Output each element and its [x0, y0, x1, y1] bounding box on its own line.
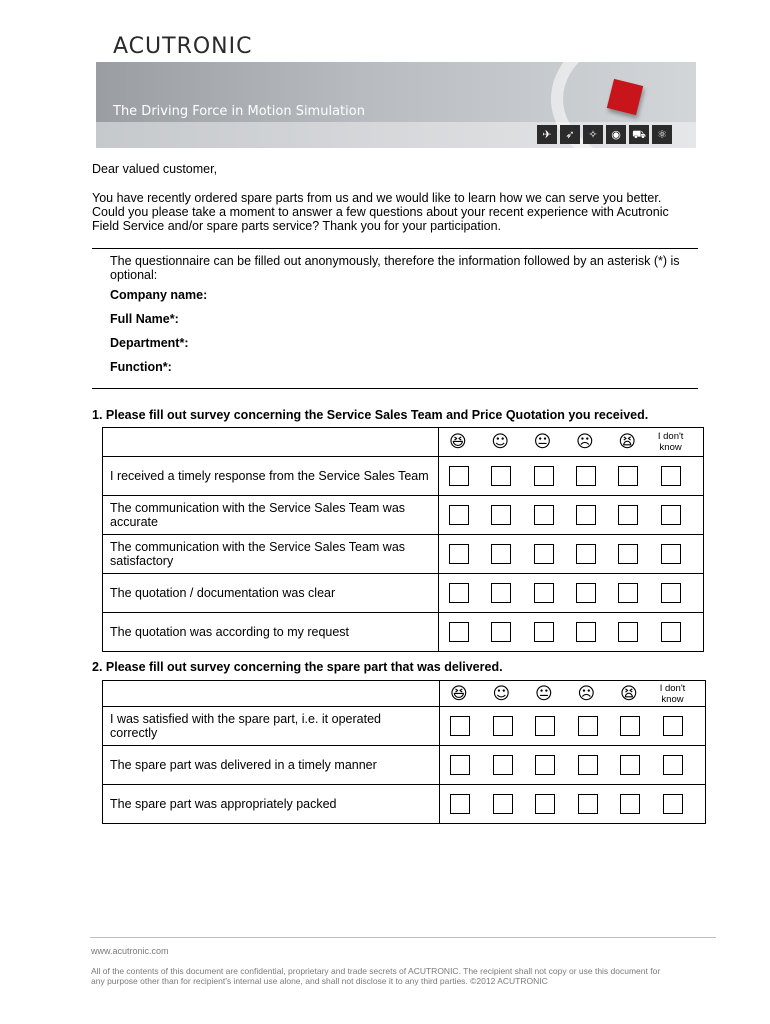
rating-checkbox[interactable] — [491, 622, 511, 642]
rating-checkbox[interactable] — [576, 505, 596, 525]
rating-checkbox[interactable] — [449, 622, 469, 642]
rating-checkbox[interactable] — [534, 505, 554, 525]
question-text: The spare part was appropriately packed — [103, 785, 440, 824]
question-text: The communication with the Service Sales Team was accurate — [103, 496, 439, 535]
very-happy-face-icon: 😆 — [450, 683, 468, 704]
footer-disclaimer-line-2: any purpose other than for recipient's internal use alone, and shall not disclose it to any third parties. ©2012 ACUTRONIC — [91, 976, 548, 986]
rating-checkbox[interactable] — [493, 755, 513, 775]
rating-checkbox[interactable] — [450, 716, 470, 736]
answer-options — [439, 457, 704, 496]
table-row — [103, 535, 704, 574]
dont-know-checkbox[interactable] — [663, 794, 683, 814]
question-text: The quotation was according to my request — [103, 613, 439, 652]
rating-checkbox[interactable] — [620, 794, 640, 814]
rating-checkbox[interactable] — [491, 466, 511, 486]
full-name-label: Full Name*: — [110, 312, 179, 326]
rating-checkbox[interactable] — [576, 544, 596, 564]
rating-checkbox[interactable] — [534, 583, 554, 603]
rating-checkbox[interactable] — [578, 794, 598, 814]
company-logo: ACUTRONIC — [113, 34, 253, 59]
rating-checkbox[interactable] — [450, 755, 470, 775]
answer-options — [439, 574, 704, 613]
dont-know-label: I don't know — [657, 431, 684, 453]
question-text: I received a timely response from the Service Sales Team — [103, 457, 439, 496]
footer-divider — [90, 937, 716, 938]
camera-icon: ◉ — [606, 125, 626, 144]
rating-checkbox[interactable] — [534, 466, 554, 486]
table-row — [103, 496, 704, 535]
very-sad-face-icon: 😫 — [620, 683, 638, 704]
rocket-icon: ➶ — [560, 125, 580, 144]
question-text: The quotation / documentation was clear — [103, 574, 439, 613]
table-row — [103, 457, 704, 496]
table-header-row — [103, 428, 704, 457]
rating-checkbox[interactable] — [535, 755, 555, 775]
rating-checkbox[interactable] — [618, 466, 638, 486]
header-empty-cell — [103, 428, 439, 457]
dont-know-checkbox[interactable] — [661, 583, 681, 603]
rating-checkbox[interactable] — [535, 716, 555, 736]
anonymous-note-line-2: optional: — [110, 268, 158, 282]
dont-know-checkbox[interactable] — [661, 505, 681, 525]
rating-checkbox[interactable] — [450, 794, 470, 814]
car-icon: ⛟ — [629, 125, 649, 144]
header-banner — [96, 62, 696, 148]
rating-checkbox[interactable] — [535, 794, 555, 814]
rating-checkbox[interactable] — [618, 622, 638, 642]
rating-checkbox[interactable] — [618, 544, 638, 564]
function-label: Function*: — [110, 360, 172, 374]
rating-checkbox[interactable] — [576, 622, 596, 642]
neutral-face-icon: 😐 — [533, 432, 552, 452]
table-row — [103, 574, 704, 613]
divider-top — [92, 248, 698, 249]
rating-checkbox[interactable] — [534, 544, 554, 564]
company-name-label: Company name: — [110, 288, 208, 302]
rating-checkbox[interactable] — [491, 544, 511, 564]
section-2-title: 2. Please fill out survey concerning the spare part that was delivered. — [92, 660, 503, 674]
table-row — [103, 746, 706, 785]
intro-line-1: You have recently ordered spare parts from us and we would like to learn how we can serve you better. — [92, 191, 662, 205]
table-row — [103, 785, 706, 824]
industry-icons — [537, 125, 672, 144]
rating-checkbox[interactable] — [449, 583, 469, 603]
dont-know-checkbox[interactable] — [661, 622, 681, 642]
rating-checkbox[interactable] — [578, 716, 598, 736]
rating-header — [440, 681, 706, 707]
rating-checkbox[interactable] — [491, 583, 511, 603]
atom-icon: ⚛ — [652, 125, 672, 144]
answer-options — [440, 707, 706, 746]
question-text: The spare part was delivered in a timely manner — [103, 746, 440, 785]
sad-face-icon: ☹ — [577, 683, 596, 704]
tagline: The Driving Force in Motion Simulation — [113, 104, 365, 119]
dont-know-checkbox[interactable] — [661, 544, 681, 564]
rating-checkbox[interactable] — [449, 466, 469, 486]
rating-checkbox[interactable] — [620, 716, 640, 736]
rating-checkbox[interactable] — [493, 716, 513, 736]
answer-options — [440, 746, 706, 785]
satellite-icon: ✧ — [583, 125, 603, 144]
anonymous-note-line-1: The questionnaire can be filled out anonymously, therefore the information followed by an asterisk (*) is — [110, 254, 680, 268]
rating-checkbox[interactable] — [449, 505, 469, 525]
rating-header — [439, 428, 704, 457]
dont-know-checkbox[interactable] — [663, 716, 683, 736]
very-sad-face-icon: 😫 — [618, 432, 637, 452]
table-row — [103, 707, 706, 746]
happy-face-icon: ☺ — [491, 432, 510, 452]
table-header-row — [103, 681, 706, 707]
table-row — [103, 613, 704, 652]
rating-checkbox[interactable] — [578, 755, 598, 775]
rating-checkbox[interactable] — [576, 466, 596, 486]
sad-face-icon: ☹ — [575, 432, 594, 452]
section-1-title: 1. Please fill out survey concerning the Service Sales Team and Price Quotation you received. — [92, 408, 649, 422]
section-2-table — [102, 680, 706, 824]
rating-checkbox[interactable] — [618, 505, 638, 525]
dont-know-checkbox[interactable] — [663, 755, 683, 775]
department-label: Department*: — [110, 336, 189, 350]
rating-checkbox[interactable] — [491, 505, 511, 525]
dont-know-label: I don't know — [659, 682, 686, 705]
footer-website[interactable]: www.acutronic.com — [91, 946, 169, 956]
rating-checkbox[interactable] — [493, 794, 513, 814]
very-happy-face-icon: 😆 — [449, 432, 467, 452]
header-empty-cell — [103, 681, 440, 707]
rating-checkbox[interactable] — [620, 755, 640, 775]
rating-checkbox[interactable] — [534, 622, 554, 642]
rating-checkbox[interactable] — [449, 544, 469, 564]
answer-options — [439, 535, 704, 574]
answer-options — [439, 496, 704, 535]
answer-options — [439, 613, 704, 652]
happy-face-icon: ☺ — [492, 683, 511, 704]
intro-line-2: Could you please take a moment to answer a few questions about your recent experience with Acutronic — [92, 205, 669, 219]
answer-options — [440, 785, 706, 824]
rating-checkbox[interactable] — [618, 583, 638, 603]
rating-checkbox[interactable] — [576, 583, 596, 603]
greeting: Dear valued customer, — [92, 162, 218, 176]
neutral-face-icon: 😐 — [535, 683, 553, 704]
dont-know-checkbox[interactable] — [661, 466, 681, 486]
airplane-icon: ✈ — [537, 125, 557, 144]
section-1-table — [102, 427, 704, 652]
footer-disclaimer-line-1: All of the contents of this document are confidential, proprietary and trade secrets of ACUTRONIC. The recipient shall not copy or use this document for — [91, 966, 661, 976]
divider-bottom — [92, 388, 698, 389]
question-text: I was satisfied with the spare part, i.e. it operated correctly — [103, 707, 440, 746]
question-text: The communication with the Service Sales Team was satisfactory — [103, 535, 439, 574]
intro-line-3: Field Service and/or spare parts service? Thank you for your participation. — [92, 219, 501, 233]
